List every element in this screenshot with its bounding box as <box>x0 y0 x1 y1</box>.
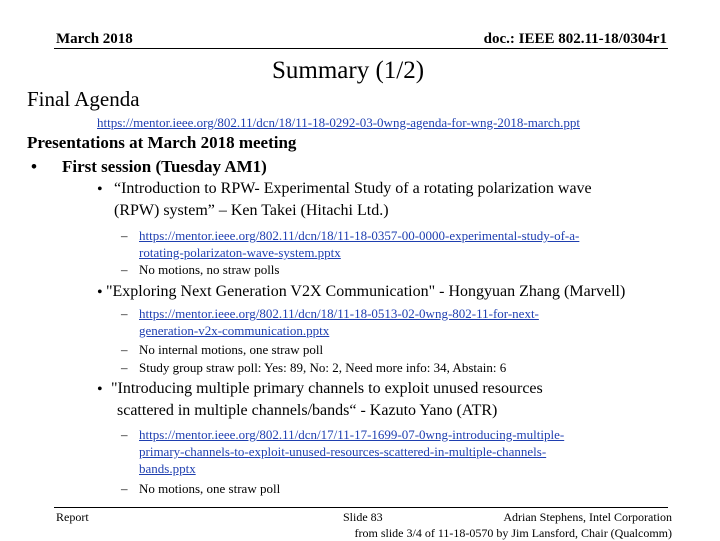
presentation-2-link-line-2[interactable]: generation-v2x-communication.pptx <box>139 323 330 338</box>
presentation-1-link-line-2[interactable]: rotating-polarizaton-wave-system.pptx <box>139 245 341 260</box>
footer-slide-number: Slide 83 <box>343 510 383 524</box>
footer-author: Adrian Stephens, Intel Corporation <box>503 510 672 524</box>
presentation-3-link-line-1[interactable]: https://mentor.ieee.org/802.11/dcn/17/11-17-1699-07-0wng-introducing-multiple- <box>139 427 565 442</box>
presentation-1-bullet: • <box>97 181 103 198</box>
presentation-3-link-line-3[interactable]: bands.pptx <box>139 461 196 476</box>
presentation-2-note-1: No internal motions, one straw poll <box>139 342 324 357</box>
presentation-1-link-dash: – <box>121 228 128 243</box>
presentation-3-title-line-2: scattered in multiple channels/bands“ - Kazuto Yano (ATR) <box>117 402 498 419</box>
header-rule <box>54 48 668 49</box>
presentation-1-title-line-2: (RPW) system” – Ken Takei (Hitachi Ltd.) <box>114 202 389 219</box>
presentation-2-title-line-1: "Exploring Next Generation V2X Communication" - Hongyuan Zhang (Marvell) <box>106 283 626 300</box>
footer-report: Report <box>56 510 89 524</box>
presentation-1-link-line-1[interactable]: https://mentor.ieee.org/802.11/dcn/18/11-18-0357-00-0000-experimental-study-of-a- <box>139 228 580 243</box>
final-agenda-label: Final Agenda <box>27 87 140 111</box>
presentation-3-note: No motions, one straw poll <box>139 481 281 496</box>
presentation-2-link-line-1[interactable]: https://mentor.ieee.org/802.11/dcn/18/11-18-0513-02-0wng-802-11-for-next- <box>139 306 539 321</box>
presentation-3-bullet: • <box>97 381 103 398</box>
presentation-3-title-line-1: "Introducing multiple primary channels to exploit unused resources <box>111 380 543 397</box>
presentation-3-note-dash: – <box>121 481 128 496</box>
presentation-1-note-dash: – <box>121 262 128 277</box>
presentation-2-note-2-dash: – <box>121 360 128 375</box>
header-doc-id: doc.: IEEE 802.11-18/0304r1 <box>483 31 667 47</box>
presentation-3-link-dash: – <box>121 427 128 442</box>
footer-rule <box>54 507 668 508</box>
presentation-3-link-line-2[interactable]: primary-channels-to-exploit-unused-resources-scattered-in-multiple-channels- <box>139 444 547 459</box>
agenda-link[interactable]: https://mentor.ieee.org/802.11/dcn/18/11-18-0292-03-0wng-agenda-for-wng-2018-march.ppt <box>97 115 581 130</box>
presentation-2-link-dash: – <box>121 306 128 321</box>
presentation-1-title-line-1: “Introduction to RPW- Experimental Study of a rotating polarization wave <box>114 180 592 197</box>
slide-title: Summary (1/2) <box>272 57 425 84</box>
presentation-1-note: No motions, no straw polls <box>139 262 280 277</box>
presentation-2-bullet: • <box>97 284 103 301</box>
presentation-2-note-2: Study group straw poll: Yes: 89, No: 2, Need more info: 34, Abstain: 6 <box>139 360 507 375</box>
section-heading: Presentations at March 2018 meeting <box>27 133 297 152</box>
footer-source: from slide 3/4 of 11-18-0570 by Jim Lansford, Chair (Qualcomm) <box>354 526 672 540</box>
header-date: March 2018 <box>56 31 133 47</box>
session-label: First session (Tuesday AM1) <box>62 157 267 176</box>
session-bullet: • <box>31 157 37 176</box>
presentation-2-note-1-dash: – <box>121 342 128 357</box>
